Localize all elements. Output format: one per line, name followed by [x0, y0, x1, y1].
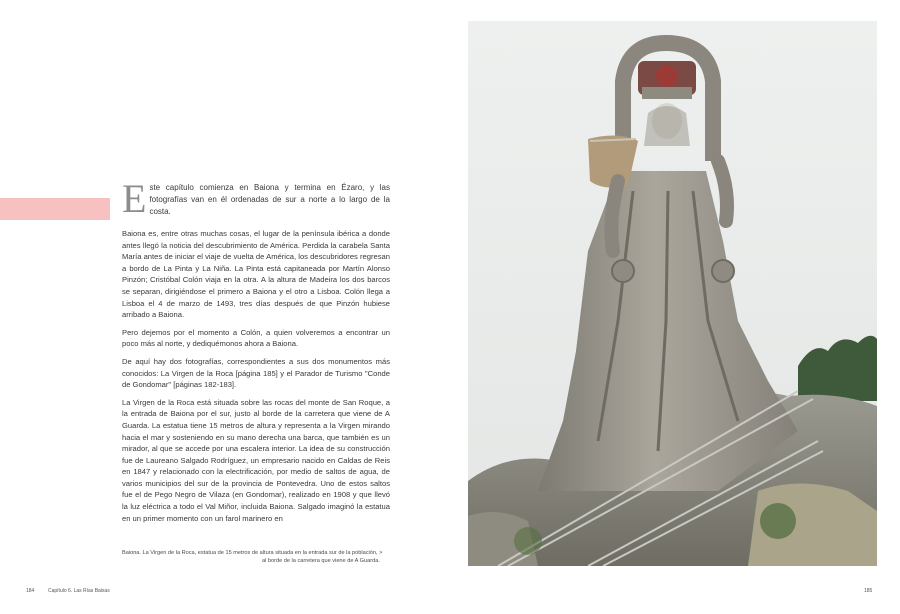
paragraph-4: La Virgen de la Roca está situada sobre las rocas del monte de San Roque, a la entrada de Baiona por el sur, justo al borde de la carretera que viene de A Guarda. La estatua tiene 15 metros de altura y representa a la Virgen mirando hacia el mar y sosteniendo en su mano derecha una barca, que también es un mirador, al que se accede por una escalera interior. La idea de su construcción fue de Laureano Salgado Rodríguez, un empresario nacido en Caldas de Reis en 1847 y relacionado con la electrificación, por medio de saltos de agua, de varios municipios del sur de la provincia de Pontevedra. Uno de estos saltos fue el de Pego Negro de Vilaza (en Gondomar), realizado en 1908 y que llevó la luz eléctrica a todo el Val Miñor, incluida Baiona. Salgado imaginó la estatua en un primer momento con un farol marinero en: [122, 397, 390, 523]
statue-photo: [468, 21, 877, 566]
statue-illustration: [468, 21, 877, 566]
caption-line-2: al borde de la carretera que viene de A Guarda.: [262, 558, 380, 564]
left-page-number: 184: [26, 588, 35, 594]
intro-paragraph: [122, 176, 390, 221]
chapter-label: Capítulo 6. Las Rías Baixas: [48, 588, 110, 594]
body-text-column: [122, 176, 390, 530]
photo-caption: [122, 549, 392, 565]
paragraph-2: Pero dejemos por el momento a Colón, a quien volveremos a encontrar un poco más al norte, y dediquémonos ahora a Baiona.: [122, 327, 390, 349]
caption-line-1: Baiona. La Virgen de la Roca, estatua de 15 metros de altura situada en la entrada sur de la población, >: [122, 550, 383, 556]
paragraph-3: De aquí hay dos fotografías, correspondientes a sus dos monumentos más conocidos: La Virgen de la Roca [página 185] y el Parador de Turismo "Conde de Gondomar" [páginas 182-183].: [122, 356, 390, 390]
intro-text: ste capítulo comienza en Baiona y termina en Ézaro, y las fotografías van en él ordenadas de sur a norte a lo largo de la costa.: [149, 183, 390, 216]
accent-bar: [0, 198, 110, 220]
drop-cap: E: [122, 176, 147, 221]
paragraph-1: Baiona es, entre otras muchas cosas, el lugar de la península ibérica a donde antes llegó la noticia del descubrimiento de América. Perdida la carabela Santa María antes de iniciar el viaje de vuelta de América, los descubridores regresan a bordo de La Pinta y La Niña. La Pinta está capitaneada por Martín Alonso Pinzón; Cristóbal Colón viaja en la otra. A la altura de Madeira los dos barcos se separan, dirigiéndose el primero a Baiona y el otro a Lisboa. Colón llega a Lisboa el 4 de marzo de 1493, tres días después de que Pinzón hubiese arribado a Baiona.: [122, 229, 390, 320]
right-page-number: 185: [864, 588, 873, 594]
